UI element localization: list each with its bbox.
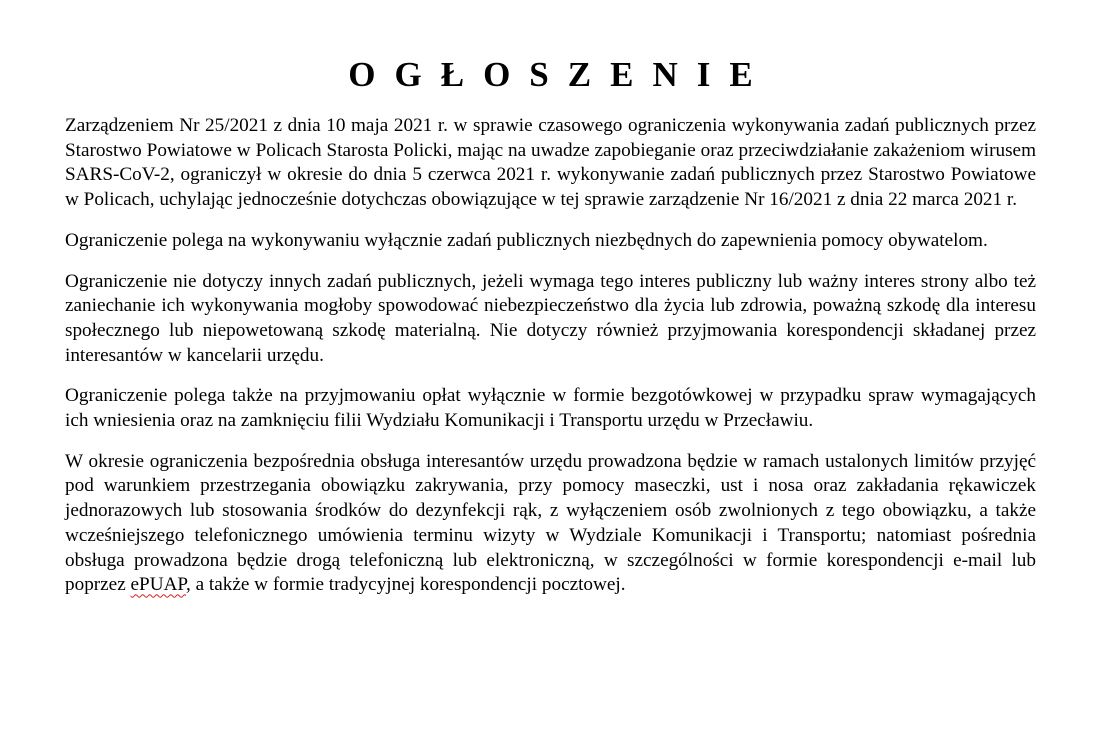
paragraph-5	[65, 450, 1036, 598]
paragraph-5-text-before: W okresie ograniczenia bezpośrednia obsługa interesantów urzędu prowadzona będzie w ramach ustalonych limitów przyjęć pod warunkiem przestrzegania obowiązku zakrywania, przy pomocy maseczki, ust i nosa oraz zakładania rękawiczek jednorazowych lub stosowania środków do dezynfekcji rąk, z wyłączeniem osób zwolnionych z tego obowiązku, a także wcześniejszego telefonicznego umówienia terminu wizyty w Wydziale Komunikacji i Transportu; natomiast pośrednia obsługa prowadzona będzie drogą telefoniczną lub elektroniczną, w szczególności w formie korespondencji e-mail lub poprzez	[65, 450, 1036, 596]
document-page	[65, 52, 1036, 614]
paragraph-2: Ograniczenie polega na wykonywaniu wyłącznie zadań publicznych niezbędnych do zapewnienia pomocy obywatelom.	[65, 229, 988, 251]
paragraph-4: Ograniczenie polega także na przyjmowaniu opłat wyłącznie w formie bezgotówkowej w przypadku spraw wymagających ich wniesienia oraz na zamknięciu filii Wydziału Komunikacji i Transportu urzędu w Przecławiu.	[65, 385, 1036, 432]
spellcheck-flagged-word[interactable]: ePUAP	[130, 574, 186, 596]
paragraph-3: Ograniczenie nie dotyczy innych zadań publicznych, jeżeli wymaga tego interes publiczny lub ważny interes strony albo też zaniechanie ich wykonywania mogłoby spowodować niebezpieczeństwo dla życia lub zdrowia, poważną szkodę dla interesu społecznego lub niepowetowaną szkodę materialną. Nie dotyczy również przyjmowania korespondencji składanej przez interesantów w kancelarii urzędu.	[65, 270, 1036, 366]
document-title: OGŁOSZENIE	[348, 55, 772, 94]
paragraph-5-text-after: , a także w formie tradycyjnej korespondencji pocztowej.	[185, 574, 626, 596]
paragraph-1: Zarządzeniem Nr 25/2021 z dnia 10 maja 2021 r. w sprawie czasowego ograniczenia wykonywania zadań publicznych przez Starostwo Powiatowe w Policach Starosta Policki, mając na uwadze zapobieganie oraz przeciwdziałanie zakażeniom wirusem SARS-CoV-2, ograniczył w okresie do dnia 5 czerwca 2021 r. wykonywanie zadań publicznych przez Starostwo Powiatowe w Policach, uchylając jednocześnie dotychczas obowiązujące w tej sprawie zarządzenie Nr 16/2021 z dnia 22 marca 2021 r.	[65, 115, 1036, 211]
